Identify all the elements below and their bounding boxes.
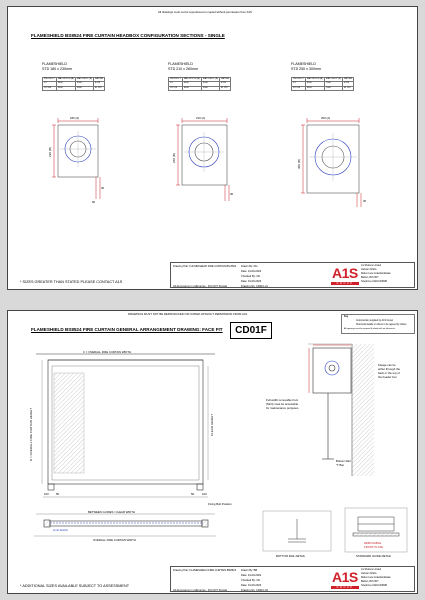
key-item-1: Construction supplied by A1S Group	[356, 320, 394, 322]
table-header: PRODUCT	[44, 78, 55, 80]
general-arrangement-drawing	[8, 311, 418, 594]
section-2-small-dim: 30	[230, 192, 234, 196]
checked-by: Checked By: CE	[241, 579, 261, 582]
section-1-small-dim: 30	[101, 186, 105, 190]
sheet1-disclaimer: All drawings must not be reproduced or copied without permission from A1S	[158, 10, 252, 14]
clear-height-label: CLEAR HEIGHT	[210, 413, 214, 436]
headbox-section-drawings	[8, 7, 418, 290]
drawn-by: Drawn By: DG	[241, 265, 258, 268]
drawn-date: Date: 01-09-2022	[241, 574, 262, 577]
company-line-4: Barlton, BL5 3NT	[361, 277, 379, 279]
drawing-title: Drawing Title: FLAMESHIELD FIRE CURTAIN BS8524	[173, 569, 237, 572]
company-line-4: Barlton, BL5 3NT	[361, 581, 379, 583]
dims-note: All dimensions in millimetres - DO NOT SCALE	[173, 284, 228, 288]
table-cell: 6000	[182, 86, 201, 90]
between-guides-label: BETWEEN GUIDES / CLEAR WIDTH	[88, 510, 135, 514]
a1s-logo-sub: GROUP	[331, 586, 359, 589]
headbox-section-2	[182, 125, 227, 185]
sheet1-title: FLAMESHIELD BS8524 FIRE CURTAIN HEADBOX CONFIGURATION SECTIONS - SINGLE	[31, 33, 225, 38]
flange-note-2: either through the	[378, 367, 400, 371]
checked-date: Date: 01-09-2022	[241, 280, 262, 283]
table-cell: EI 120	[94, 86, 105, 90]
section-3-width-dim: 250 (A)	[321, 116, 331, 120]
company-line-2: Jackson Works	[361, 573, 377, 575]
product-2-std: STD 210 x 260mm	[168, 67, 198, 71]
key-item-3: All openings must be squared & plumb with no tolerances	[344, 327, 395, 330]
headbox-section-3	[307, 125, 359, 193]
company-line-5: Telephone 01204 303838	[361, 585, 387, 587]
sheet1-title-block	[170, 262, 415, 288]
company-line-1: A1 Shutters Limited	[361, 265, 382, 267]
table-cell: E120	[220, 82, 231, 86]
table-cell: D2 180	[43, 86, 57, 90]
table-cell: 5000	[201, 82, 219, 86]
access-note-3: for maintenance purposes	[266, 406, 299, 410]
checked-date: Date: 01-09-2022	[241, 584, 262, 587]
section-1-small-dim-2: 60	[92, 200, 96, 204]
company-line-2: Jackson Works	[361, 269, 377, 271]
a1s-logo: A1S	[332, 265, 358, 281]
product-2-name: FLAMESHIELD	[168, 62, 193, 66]
company-line-3: Roden Lane Industrial Estate	[361, 577, 391, 579]
sheet2-title: FLAMESHIELD BS8524 FIRE CURTAIN GENERAL ARRANGEMENT DRAWING: FACE FIT	[31, 327, 223, 332]
drawing-number: Drawing No: CD01F-21	[241, 284, 268, 288]
drawing-title: Drawing Title: Full MID/HEAD FIRE CURTAIN BS 8524	[173, 265, 237, 268]
dim-50-left: 50	[56, 492, 60, 496]
flange-note-1: Flange can be	[378, 363, 396, 367]
section-1-height-dim: 230 (B)	[48, 147, 52, 157]
headbox-section-1	[58, 125, 98, 177]
overall-width-bottom-label: OVERALL FIRE CURTAIN WIDTH	[93, 538, 136, 542]
overall-height-label: D = OVERALL FIRE CURTAIN HEIGHT	[29, 407, 33, 461]
section-2-height-dim: 260 (B)	[172, 153, 176, 163]
overall-width-label: C = OVERALL FIRE CURTAIN WIDTH	[83, 350, 132, 354]
drawn-date: Date: 01-09-2022	[241, 270, 262, 273]
drawing-number: Drawing No: CD01F-02	[241, 588, 268, 592]
table-cell: 3000	[75, 86, 93, 90]
sheet2-disclaimer: DRAWINGS MUST NOT BE REPRODUCED OR COPIED WITHOUT PERMISSION FROM A1S	[128, 312, 248, 316]
bottom-rail-note-1: Bottom Rail	[336, 459, 351, 463]
flange-note-4: the header box	[378, 375, 397, 379]
flange-note-3: back or the top of	[378, 371, 400, 375]
guide-detail-label: STANDARD GUIDE DETAIL	[356, 554, 392, 558]
headbox-sections-sheet	[7, 6, 418, 290]
access-note-2: (Skirt) must be accessible	[266, 402, 299, 406]
table-header: RATING	[221, 78, 230, 80]
table-cell: E120	[94, 82, 105, 86]
dim-50-right: 50	[191, 492, 195, 496]
table-header: PRODUCT	[170, 78, 181, 80]
a1s-logo-sub: GROUP	[331, 282, 359, 285]
checked-by: Checked By: CE	[241, 275, 261, 278]
table-cell: D1	[169, 82, 183, 86]
bottom-rail-note-2: 'T' Bar	[336, 463, 344, 467]
table-cell: 7000	[324, 86, 342, 90]
table-header: PRODUCT	[293, 78, 304, 80]
table-cell: EI 120	[343, 86, 354, 90]
dim-100-right: 100	[202, 492, 207, 496]
table-header: MAX DROP (B)	[325, 78, 342, 80]
drawn-by: Drawn By: BB	[241, 569, 258, 572]
table-cell: 6000	[182, 82, 201, 86]
side-section	[308, 344, 374, 476]
company-line-1: A1 Shutters Limited	[361, 569, 382, 571]
sheet1-footer-note: * SIZES GREATER THAN STATED PLEASE CONTACT A1S	[20, 280, 123, 284]
access-note-1: Full width removable front	[266, 398, 299, 402]
table-cell: EI 120	[220, 86, 231, 90]
table-header: MAX DROP (B)	[202, 78, 219, 80]
table-header: RATING	[95, 78, 104, 80]
table-cell: 3000	[56, 82, 75, 86]
limit-switch-label: Limit Switch	[53, 528, 68, 532]
product-1-name: FLAMESHIELD	[42, 62, 67, 66]
removable-label-1: REMOVABLE	[364, 541, 382, 545]
section-2-width-dim: 210 (A)	[196, 116, 206, 120]
table-cell: D1	[43, 82, 57, 86]
table-header: MAX DROP (B)	[76, 78, 93, 80]
key-label: Key	[344, 316, 349, 318]
table-cell: 9000	[305, 82, 324, 86]
removable-label-2: FRONT PLATE	[364, 545, 384, 549]
product-1-std: STD 180 x 230mm	[42, 67, 72, 71]
company-line-3: Roden Lane Industrial Estate	[361, 273, 391, 275]
plan-view	[34, 514, 216, 536]
table-cell: D2 210	[169, 86, 183, 90]
drawing-code: CD01F	[230, 322, 272, 339]
table-cell: 9000	[305, 86, 324, 90]
section-3-small-dim: 30	[363, 199, 367, 203]
dim-100-left: 100	[44, 492, 49, 496]
general-arrangement-sheet	[7, 310, 418, 594]
front-elevation	[36, 354, 215, 497]
bottom-rail-detail-label: BOTTOM RAIL DETAIL	[276, 554, 306, 558]
table-header: MAX WIDTH (A)	[57, 78, 74, 80]
table-cell: 5000	[201, 86, 219, 90]
sheet2-title-block	[170, 566, 415, 592]
table-cell: 7000	[324, 82, 342, 86]
company-line-5: Telephone 01204 303838	[361, 281, 387, 283]
sheet2-footer-note: * ADDITIONAL SIZES AVAILABLE SUBJECT TO ASSESSMENT	[20, 584, 130, 588]
product-3-name: FLAMESHIELD	[291, 62, 316, 66]
table-cell: D2 250	[292, 86, 306, 90]
section-1-width-dim: 180 (A)	[70, 116, 80, 120]
bottom-rail-detail	[263, 511, 331, 551]
product-3-std: STD 250 x 300mm	[291, 67, 321, 71]
table-header: MAX WIDTH (A)	[306, 78, 323, 80]
table-header: MAX WIDTH (A)	[183, 78, 200, 80]
fixing-bolt-label: Fixing Bolt Position	[208, 502, 232, 506]
table-cell: 3000	[56, 86, 75, 90]
dims-note: All dimensions in millimetres - DO NOT SCALE	[173, 588, 228, 592]
table-cell: D1	[292, 82, 306, 86]
a1s-logo: A1S	[332, 569, 358, 585]
table-cell: 3000	[75, 82, 93, 86]
section-3-height-dim: 300 (B)	[297, 159, 301, 169]
table-cell: E120	[343, 82, 354, 86]
table-header: RATING	[344, 78, 353, 80]
key-item-2: Structural details or others to be agreed by others	[356, 323, 407, 326]
